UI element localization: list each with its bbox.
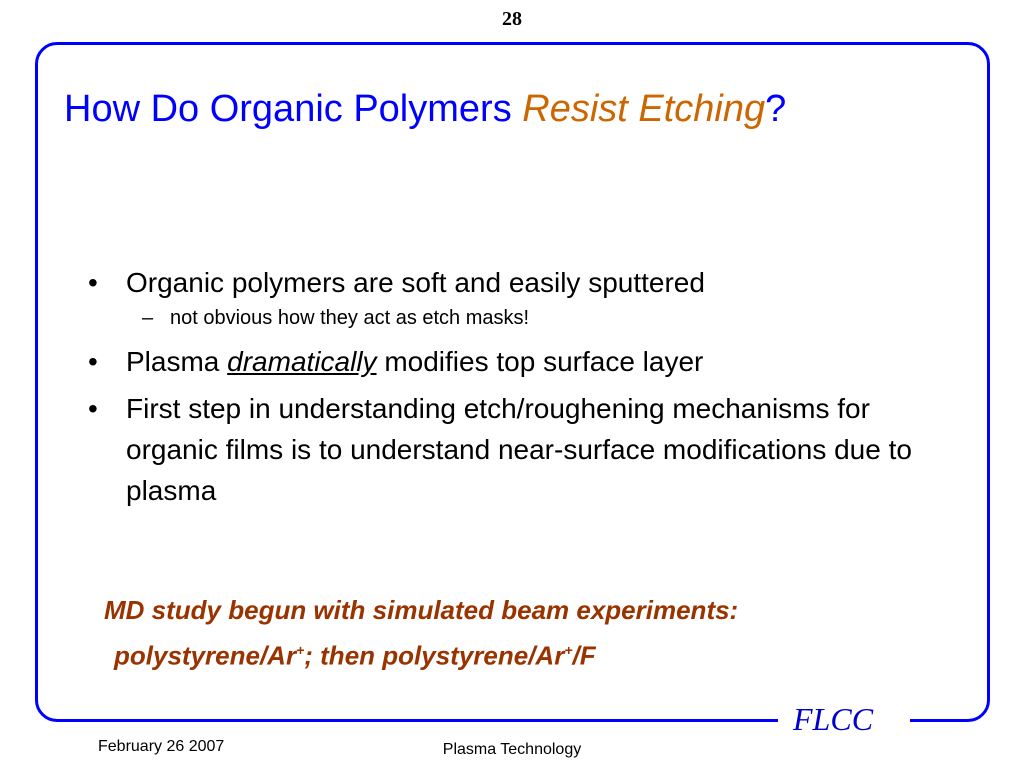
bullet-suffix: modifies top surface layer	[376, 346, 704, 377]
bullet-dot-icon: •	[88, 267, 98, 298]
md-study-note	[104, 590, 984, 676]
note-line-1: MD study begun with simulated beam experiments:	[104, 595, 739, 625]
title-emphasis: Resist Etching	[522, 88, 766, 130]
note-line-2	[104, 630, 984, 676]
bullet-dot-icon: •	[88, 393, 98, 424]
page-number: 28	[502, 8, 522, 30]
bullet-text: Organic polymers are soft and easily sputtered	[126, 267, 705, 298]
note-part-c: /F	[572, 640, 596, 671]
footer-date: February 26 2007	[98, 738, 225, 755]
bullet-dot-icon: •	[88, 346, 98, 377]
bullet-list	[88, 262, 948, 511]
sub-bullet-item	[88, 303, 948, 333]
title-main: How Do Organic Polymers	[64, 88, 523, 130]
bullet-item	[88, 388, 948, 511]
bullet-item	[88, 341, 948, 382]
bullet-text: First step in understanding etch/roughening mechanisms for organic films is to understand near-surface modifications due to plasma	[126, 393, 912, 506]
superscript-plus: +	[296, 642, 305, 658]
title-end: ?	[765, 88, 787, 130]
flcc-logo: FLCC	[793, 701, 874, 737]
bullet-prefix: Plasma	[126, 346, 228, 377]
bullet-emphasis: dramatically	[227, 346, 377, 377]
footer-title: Plasma Technology	[442, 741, 582, 758]
slide-title	[64, 88, 786, 131]
dash-icon: –	[142, 307, 154, 329]
sub-bullet-text: not obvious how they act as etch masks!	[170, 307, 530, 329]
bullet-item	[88, 262, 948, 303]
superscript-plus: +	[564, 642, 573, 658]
note-part-b: ; then polystyrene/Ar	[304, 640, 565, 671]
note-part-a: polystyrene/Ar	[114, 640, 297, 671]
